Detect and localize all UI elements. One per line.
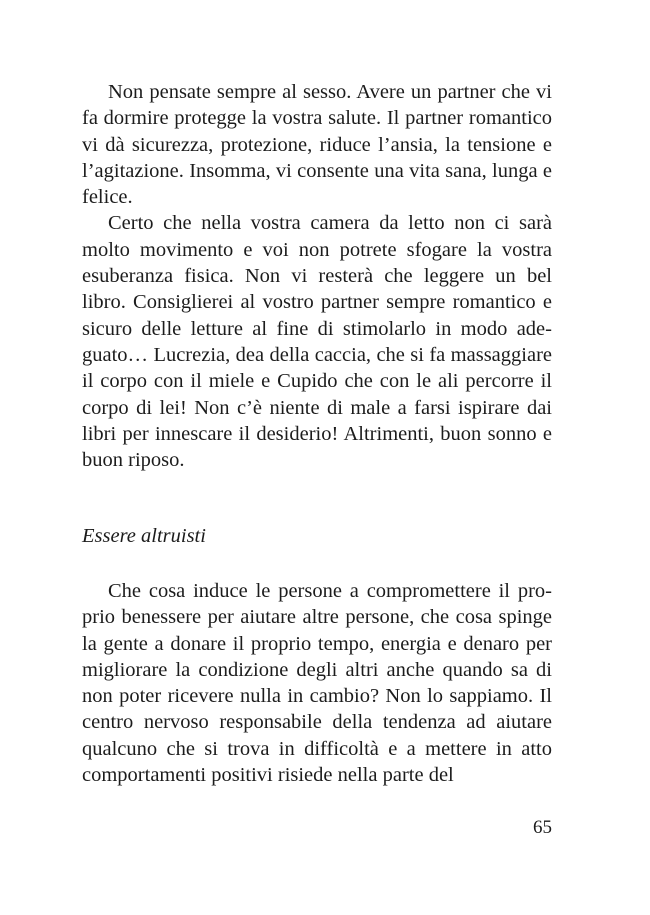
page-number: 65 <box>533 817 552 838</box>
body-text-bottom <box>82 578 552 788</box>
paragraph: Certo che nella vostra camera da letto non ci sarà molto movimento e voi non potrete sfogare la vostra esuberanza fisica. Non vi resterà che leggere un bel libro. Consiglierei al vostro partner sempre romantico e sicuro delle letture al fine di stimolarlo in modo adeguato… Lucrezia, dea della caccia, che si fa massaggiare il corpo con il miele e Cupido che con le ali percorre il corpo di lei! Non c’è niente di male a farsi ispirare dai libri per innescare il desiderio! Altrimenti, buon sonno e buon riposo. <box>82 212 552 472</box>
paragraph: Non pensate sempre al sesso. Avere un partner che vi fa dormire protegge la vostra salute. Il partner romantico vi dà sicurezza, protezione, riduce l’ansia, la tensione e l’agitazione. Insomma, vi consente una vita sana, lunga e felice. <box>82 81 552 209</box>
section-heading: Essere altruisti <box>82 525 206 547</box>
body-text-top <box>82 79 552 473</box>
paragraph: Che cosa induce le persone a compromettere il proprio benessere per aiutare altre persone, che cosa spinge la gente a donare il proprio tempo, energia e denaro per migliorare la condizione degli altri anche quando sa di non poter ricevere nulla in cambio? Non lo sappiamo. Il centro nervoso responsabile della tendenza ad aiutare qualcuno che si trova in difficoltà e a mettere in atto comportamenti positivi risiede nella parte del <box>82 580 552 787</box>
